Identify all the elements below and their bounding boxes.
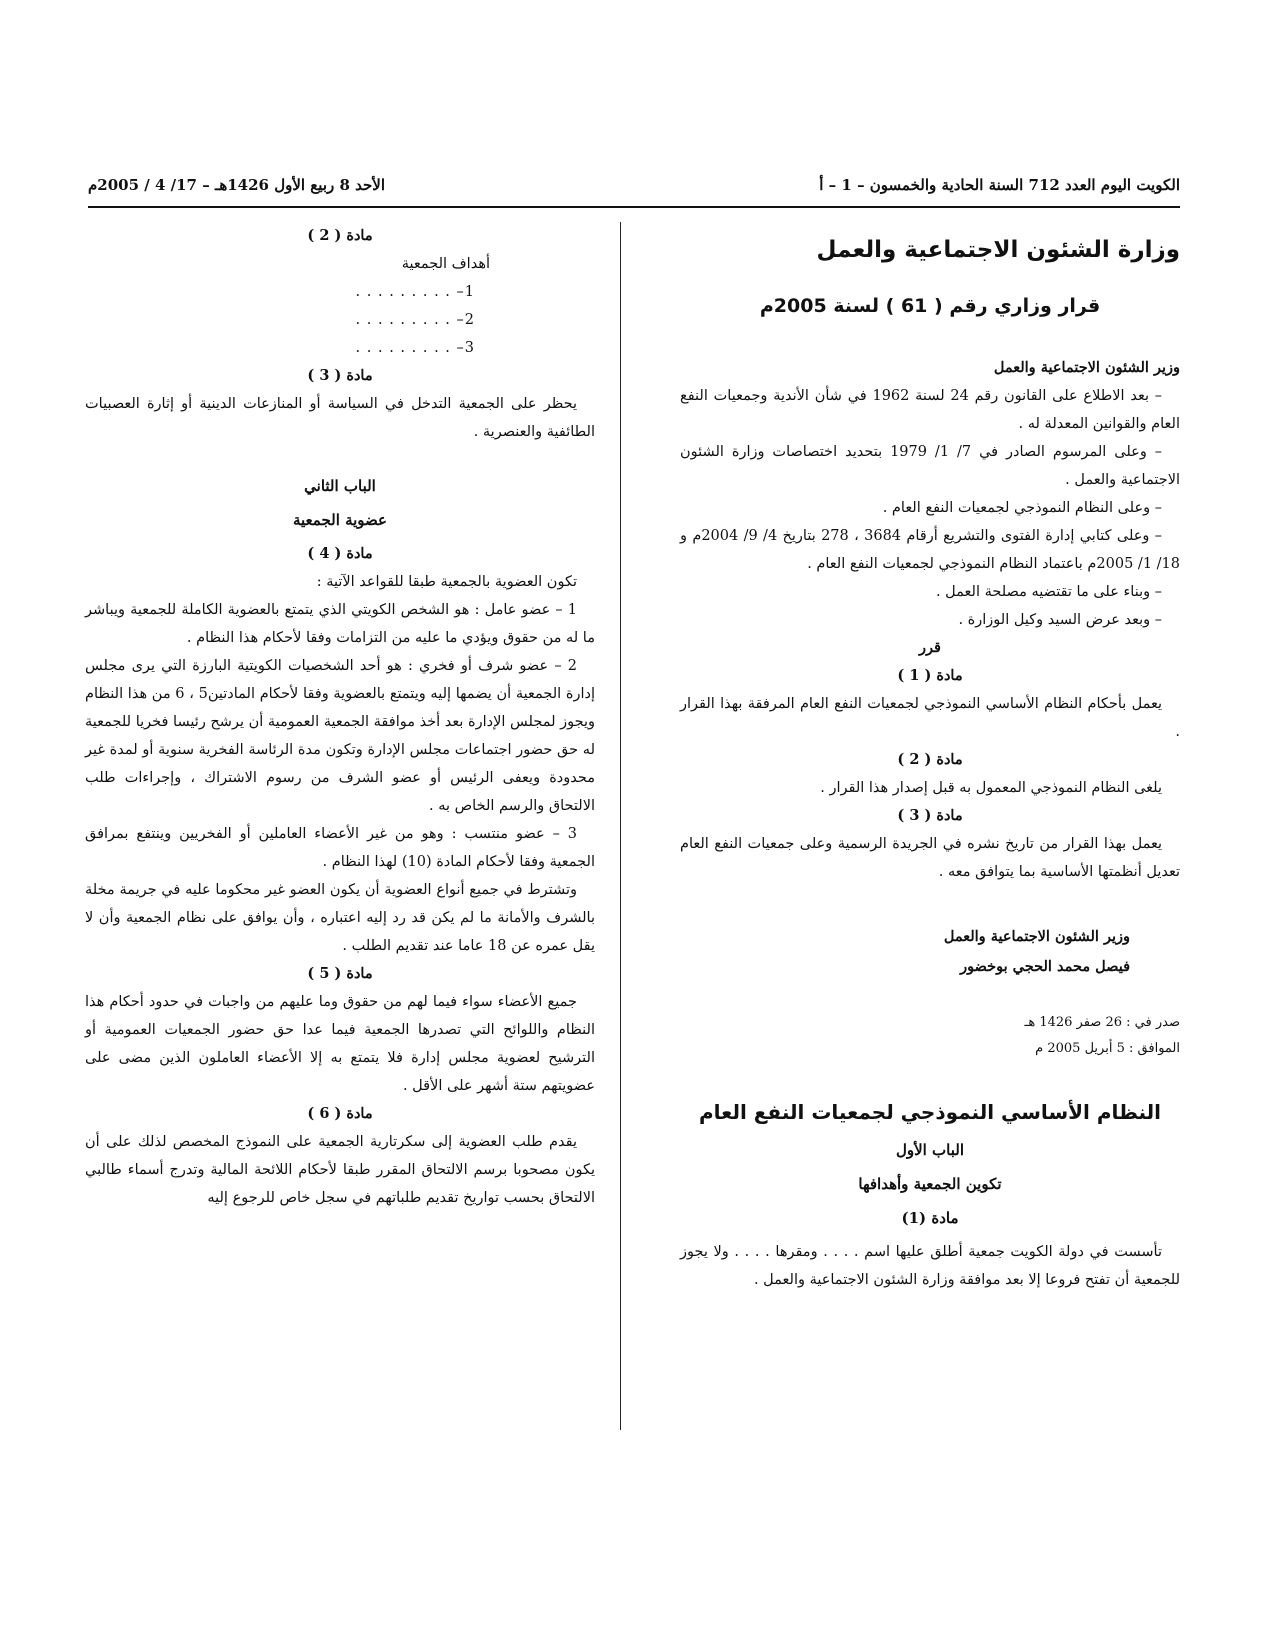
signature-name: فيصل محمد الحجي بوخضور — [960, 958, 1130, 975]
chapter-subject: عضوية الجمعية — [292, 511, 388, 529]
goals-heading: أهداف الجمعية — [401, 256, 490, 272]
goal-item: 1– . . . . . . . . . — [355, 284, 475, 300]
decided-heading: قرر — [919, 639, 941, 656]
article-title: مادة ( 3 ) — [897, 807, 963, 824]
article-title: مادة ( 5 ) — [307, 965, 373, 982]
chapter-title: الباب الأول — [895, 1141, 965, 1159]
ministry-title: وزارة الشئون الاجتماعية والعمل — [816, 237, 1180, 263]
preamble-item: – وعلى النظام النموذجي لجمعيات النفع العام . — [882, 500, 1162, 516]
article-intro: تكون العضوية بالجمعية طبقا للقواعد الآتية : — [316, 574, 577, 590]
article-text: يلغى النظام النموذجي المعمول به قبل إصدار هذا القرار . — [820, 780, 1162, 796]
issue-date-block — [680, 1010, 1180, 1062]
article-title: مادة ( 2 ) — [307, 227, 373, 244]
issued-hijri: صدر في : 26 صفر 1426 هـ — [1024, 1015, 1180, 1030]
goal-item: 2– . . . . . . . . . — [355, 312, 475, 328]
membership-type: 3 – عضو منتسب : وهو من غير الأعضاء العاملين أو الفخريين وينتفع بمرافق الجمعية وفقا لأحكام المادة (10) لهذا النظام . — [85, 826, 595, 870]
page-header — [88, 176, 1180, 208]
signature-block — [680, 922, 1130, 982]
right-column — [680, 222, 1180, 1294]
article-text: يعمل بأحكام النظام الأساسي النموذجي لجمعيات النفع العام المرفقة بهذا القرار . — [680, 696, 1180, 740]
preamble-item: – وبناء على ما تقتضيه مصلحة العمل . — [935, 584, 1162, 600]
article-text: جميع الأعضاء سواء فيما لهم من حقوق وما عليهم من واجبات في حدود أحكام هذا النظام واللوائح التي تصدرها الجمعية فيما عدا حق حضور الجمعيات العمومية أو الترشيح لعضوية مجلس إدارة فلا يتمتع به إلا الأعضاء العاملون الذين مضى على عضويتهم ستة أشهر على الأقل . — [85, 994, 595, 1094]
article-text: يعمل بهذا القرار من تاريخ نشره في الجريدة الرسمية وعلى جمعيات النفع العام تعديل أنظمتها الأساسية بما يتوافق معه . — [680, 836, 1180, 880]
article-title: مادة ( 2 ) — [897, 751, 963, 768]
preamble-item: – وعلى المرسوم الصادر في 7/ 1/ 1979 بتحديد اختصاصات وزارة الشئون الاجتماعية والعمل . — [680, 444, 1180, 488]
article-text: تأسست في دولة الكويت جمعية أطلق عليها اسم . . . . ومقرها . . . . ولا يجوز للجمعية أن تفتح فروعا إلا بعد موافقة وزارة الشئون الاجتماعية والعمل . — [680, 1244, 1180, 1288]
article-title: مادة ( 1 ) — [897, 667, 963, 684]
article-text: يحظر على الجمعية التدخل في السياسة أو المنازعات الدينية أو إثارة العصبيات الطائفية والعنصرية . — [85, 396, 595, 440]
preamble-item: – بعد الاطلاع على القانون رقم 24 لسنة 1962 في شأن الأندية وجمعيات النفع العام والقوانين المعدلة له . — [680, 388, 1180, 432]
goal-item: 3– . . . . . . . . . — [355, 340, 475, 356]
signature-title: وزير الشئون الاجتماعية والعمل — [943, 928, 1130, 945]
membership-type: 2 – عضو شرف أو فخري : هو أحد الشخصيات الكويتية البارزة التي يرى مجلس إدارة الجمعية أن يضمها إليه ويتمتع بالعضوية وفقا لأحكام المادتين5 ، 6 من هذا النظام ويجوز لمجلس الإدارة بعد أخذ موافقة الجمعية العمومية أن يرشح رئيسا فخريا للجمعية له حق حضور اجتماعات مجلس الإدارة وتكون مدة الرئاسة الفخرية سنوية أو لمدة غير محدودة ويعفى الرئيس أو عضو الشرف من رسوم الاشتراك ، وإجراءات طلب الالتحاق والرسم الخاص به . — [84, 658, 596, 814]
issue-info: الكويت اليوم العدد 712 السنة الحادية والخمسون – 1 – أ — [819, 176, 1180, 194]
chapter-subject: تكوين الجمعية وأهدافها — [858, 1175, 1002, 1193]
chapter-title: الباب الثاني — [304, 477, 376, 495]
membership-condition: وتشترط في جميع أنواع العضوية أن يكون العضو غير محكوما عليه في جريمة مخلة بالشرف والأمانة ما لم يكن قد رد إليه اعتباره ، وأن يوافق على نظام الجمعية وأن لا يقل عمره عن 18 عاما عند تقديم الطلب . — [85, 882, 595, 954]
article-title: مادة (1) — [901, 1209, 959, 1227]
membership-type: 1 – عضو عامل : هو الشخص الكويتي الذي يتمتع بالعضوية الكاملة للجمعية ويباشر ما له من حقوق ويؤدي ما عليه من التزامات وفقا لأحكام هذا النظام . — [85, 602, 595, 646]
issued-gregorian: الموافق : 5 أبريل 2005 م — [1035, 1041, 1180, 1056]
statute-title: النظام الأساسي النموذجي لجمعيات النفع العام — [698, 1100, 1161, 1124]
left-column — [85, 222, 595, 1212]
preamble-item: – وبعد عرض السيد وكيل الوزارة . — [958, 612, 1162, 628]
minister-heading: وزير الشئون الاجتماعية والعمل — [993, 359, 1180, 376]
decision-title: قرار وزاري رقم ( 61 ) لسنة 2005م — [759, 295, 1101, 317]
preamble-item: – وعلى كتابي إدارة الفتوى والتشريع أرقام 3684 ، 278 بتاريخ 4/ 9/ 2004م و 18/ 1/ 2005م باعتماد النظام النموذجي لجمعيات النفع العام . — [680, 528, 1180, 572]
date-info: الأحد 8 ربيع الأول 1426هـ – 17/ 4 / 2005م — [88, 176, 385, 194]
article-title: مادة ( 4 ) — [307, 545, 373, 562]
article-text: يقدم طلب العضوية إلى سكرتارية الجمعية على النموذج المخصص لذلك على أن يكون مصحوبا برسم الالتحاق المقرر طبقا لأحكام اللائحة المالية وتدرج أسماء طالبي الالتحاق بحسب تواريخ تقديم طلباتهم في سجل خاص للرجوع إليه — [85, 1134, 595, 1206]
column-divider — [620, 222, 621, 1430]
article-title: مادة ( 3 ) — [307, 367, 373, 384]
article-title: مادة ( 6 ) — [307, 1105, 373, 1122]
